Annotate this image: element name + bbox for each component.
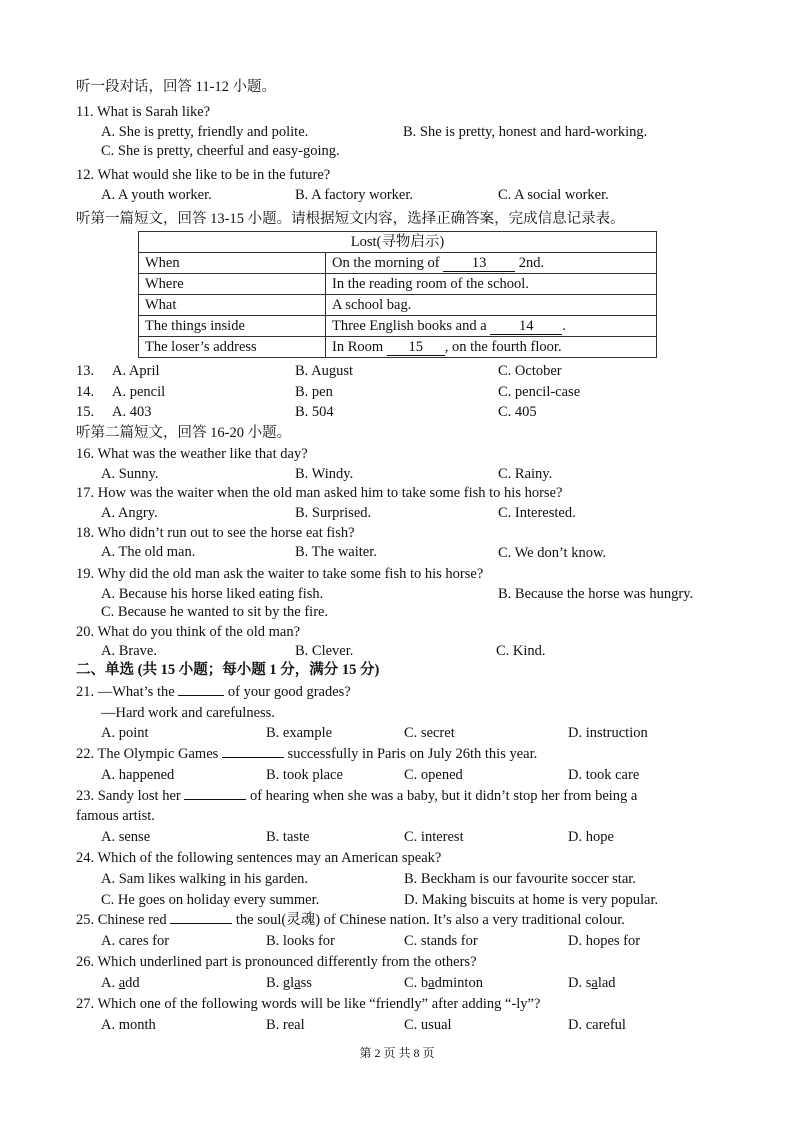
table-label-what: What	[139, 295, 326, 316]
section-heading-13-15: 听第一篇短文，回答 13-15 小题。请根据短文内容，选择正确答案，完成信息记录表。	[76, 211, 625, 227]
q18-option-a: A. The old man.	[101, 544, 196, 560]
table-title: Lost(寻物启示)	[139, 232, 657, 253]
blank-21	[178, 695, 224, 696]
question-26: 26. Which underlined part is pronounced differently from the others?	[76, 954, 477, 970]
q23-option-d: D. hope	[568, 829, 614, 845]
table-value-where: In the reading room of the school.	[326, 274, 657, 295]
q16-option-b: B. Windy.	[295, 466, 354, 482]
question-23: 23. Sandy lost her of hearing when she was a baby, but it didn’t stop her from being a	[76, 788, 638, 804]
q26-option-d: D. salad	[568, 975, 616, 991]
question-21: 21. —What’s the of your good grades?	[76, 684, 351, 700]
q14-option-a: A. pencil	[112, 384, 166, 400]
q24-option-a: A. Sam likes walking in his garden.	[101, 871, 309, 887]
q25-option-c: C. stands for	[404, 933, 478, 949]
q20-option-b: B. Clever.	[295, 643, 354, 659]
q21-option-d: D. instruction	[568, 725, 648, 741]
q16-option-c: C. Rainy.	[498, 466, 553, 482]
q26-option-a: A. add	[101, 975, 140, 991]
question-17: 17. How was the waiter when the old man asked him to take some fish to his horse?	[76, 485, 563, 501]
q21-option-b: B. example	[266, 725, 333, 741]
question-20: 20. What do you think of the old man?	[76, 624, 301, 640]
q19-option-a: A. Because his horse liked eating fish.	[101, 586, 324, 602]
q12-option-a: A. A youth worker.	[101, 187, 212, 203]
q27-option-a: A. month	[101, 1017, 156, 1033]
question-24: 24. Which of the following sentences may an American speak?	[76, 850, 442, 866]
q17-option-b: B. Surprised.	[295, 505, 372, 521]
q12-option-c: C. A social worker.	[498, 187, 609, 203]
question-16: 16. What was the weather like that day?	[76, 446, 308, 462]
q21-option-c: C. secret	[404, 725, 455, 741]
section-heading-single-choice: 二、单选 (共 15 小题；每小题 1 分，满分 15 分)	[76, 662, 380, 678]
question-22: 22. The Olympic Games successfully in Paris on July 26th this year.	[76, 746, 538, 762]
question-27: 27. Which one of the following words will be like “friendly” after adding “-ly”?	[76, 996, 541, 1012]
q27-option-b: B. real	[266, 1017, 305, 1033]
q22-option-b: B. took place	[266, 767, 343, 783]
table-label-where: Where	[139, 274, 326, 295]
page-footer: 第 2 页 共 8 页	[359, 1046, 435, 1060]
question-25: 25. Chinese red the soul(灵魂) of Chinese nation. It’s also a very traditional colour.	[76, 912, 625, 928]
q11-option-b: B. She is pretty, honest and hard-working.	[403, 124, 648, 140]
blank-23	[184, 799, 246, 800]
question-12: 12. What would she like to be in the future?	[76, 167, 331, 183]
q24-option-b: B. Beckham is our favourite soccer star.	[404, 871, 636, 887]
q23-continued: famous artist.	[76, 808, 155, 824]
table-value-what: A school bag.	[326, 295, 657, 316]
q14-number: 14.	[76, 384, 95, 400]
q23-option-c: C. interest	[404, 829, 464, 845]
q13-option-b: B. August	[295, 363, 354, 379]
q26-option-b: B. glass	[266, 975, 312, 991]
q20-option-c: C. Kind.	[496, 643, 546, 659]
q25-option-d: D. hopes for	[568, 933, 641, 949]
question-18: 18. Who didn’t run out to see the horse eat fish?	[76, 525, 355, 541]
q14-option-b: B. pen	[295, 384, 333, 400]
q22-option-c: C. opened	[404, 767, 463, 783]
section-heading-16-20: 听第二篇短文，回答 16-20 小题。	[76, 425, 292, 441]
q24-option-d: D. Making biscuits at home is very popular.	[404, 892, 659, 908]
blank-25	[170, 923, 232, 924]
q18-option-b: B. The waiter.	[295, 544, 377, 560]
table-value-things-inside: Three English books and a 14 .	[326, 316, 657, 337]
blank-13: 13	[443, 256, 515, 272]
q17-option-c: C. Interested.	[498, 505, 576, 521]
q27-option-d: D. careful	[568, 1017, 626, 1033]
q13-option-c: C. October	[498, 363, 562, 379]
q21-option-a: A. point	[101, 725, 149, 741]
blank-22	[222, 757, 284, 758]
q20-option-a: A. Brave.	[101, 643, 157, 659]
q19-option-b: B. Because the horse was hungry.	[498, 586, 694, 602]
q19-option-c: C. Because he wanted to sit by the fire.	[101, 604, 329, 620]
q12-option-b: B. A factory worker.	[295, 187, 413, 203]
table-label-things-inside: The things inside	[139, 316, 326, 337]
table-label-when: When	[139, 253, 326, 274]
q24-option-c: C. He goes on holiday every summer.	[101, 892, 320, 908]
q15-number: 15.	[76, 404, 95, 420]
question-19: 19. Why did the old man ask the waiter to take some fish to his horse?	[76, 566, 484, 582]
q11-option-c: C. She is pretty, cheerful and easy-going.	[101, 143, 340, 159]
q23-option-b: B. taste	[266, 829, 310, 845]
blank-15: 15	[387, 340, 445, 356]
q27-option-c: C. usual	[404, 1017, 452, 1033]
lost-notice-table	[138, 231, 657, 358]
section-heading-11-12: 听一段对话，回答 11-12 小题。	[76, 79, 277, 95]
table-value-address: In Room 15 , on the fourth floor.	[326, 337, 657, 358]
q23-option-a: A. sense	[101, 829, 151, 845]
q13-option-a: A. April	[112, 363, 160, 379]
q26-option-c: C. badminton	[404, 975, 483, 991]
q25-option-a: A. cares for	[101, 933, 170, 949]
table-label-address: The loser’s address	[139, 337, 326, 358]
q14-option-c: C. pencil-case	[498, 384, 581, 400]
q17-option-a: A. Angry.	[101, 505, 158, 521]
q15-option-b: B. 504	[295, 404, 334, 420]
q18-option-c: C. We don’t know.	[498, 545, 607, 561]
q15-option-a: A. 403	[112, 404, 152, 420]
q13-number: 13.	[76, 363, 95, 379]
q22-option-d: D. took care	[568, 767, 640, 783]
q11-option-a: A. She is pretty, friendly and polite.	[101, 124, 309, 140]
q15-option-c: C. 405	[498, 404, 537, 420]
q22-option-a: A. happened	[101, 767, 175, 783]
blank-14: 14	[490, 319, 562, 335]
question-11: 11. What is Sarah like?	[76, 104, 211, 120]
q25-option-b: B. looks for	[266, 933, 335, 949]
q21-answer-line: —Hard work and carefulness.	[101, 705, 275, 721]
q16-option-a: A. Sunny.	[101, 466, 159, 482]
table-value-when: On the morning of 13 2nd.	[326, 253, 657, 274]
